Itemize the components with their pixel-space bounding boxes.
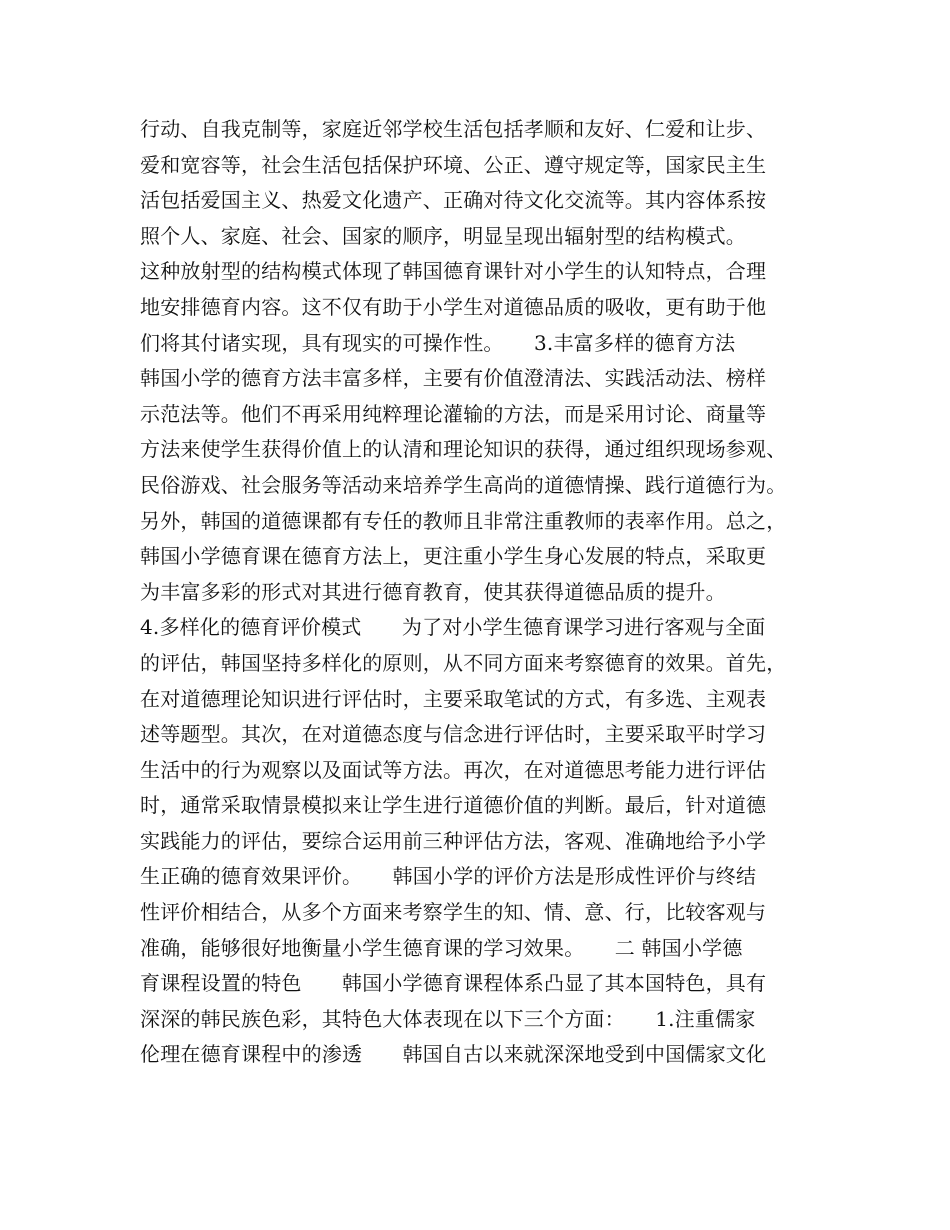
text-line: 准确，能够很好地衡量小学生德育课的学习效果。 二 韩国小学德	[140, 935, 743, 960]
text-line: 生正确的德育效果评价。 韩国小学的评价方法是形成性评价与终结	[140, 864, 757, 889]
text-line: 民俗游戏、社会服务等活动来培养学生高尚的道德情操、践行道德行为。	[140, 472, 787, 497]
text-line: 为丰富多彩的形式对其进行德育教育，使其获得道德品质的提升。	[140, 579, 726, 604]
text-line: 示范法等。他们不再采用纯粹理论灌输的方法，而是采用讨论、商量等	[140, 401, 767, 426]
text-line: 育课程设置的特色 韩国小学德育课程体系凸显了其本国特色，具有	[140, 971, 767, 996]
text-line: 活包括爱国主义、热爱文化遗产、正确对待文化交流等。其内容体系按	[140, 188, 767, 213]
text-line: 韩国小学的德育方法丰富多样，主要有价值澄清法、实践活动法、榜样	[140, 366, 767, 391]
text-line: 照个人、家庭、社会、国家的顺序，明显呈现出辐射型的结构模式。	[140, 223, 746, 248]
text-line: 韩国小学德育课在德育方法上，更注重小学生身心发展的特点，采取更	[140, 544, 767, 569]
text-line: 伦理在德育课程中的渗透 韩国自古以来就深深地受到中国儒家文化	[140, 1042, 767, 1067]
text-line: 这种放射型的结构模式体现了韩国德育课针对小学生的认知特点，合理	[140, 259, 767, 284]
text-line: 的评估，韩国坚持多样化的原则，从不同方面来考察德育的效果。首先，	[140, 650, 787, 675]
text-line: 深深的韩民族色彩，其特色大体表现在以下三个方面： 1.注重儒家	[140, 1006, 756, 1031]
text-line: 性评价相结合，从多个方面来考察学生的知、情、意、行，比较客观与	[140, 900, 767, 925]
body-text	[140, 112, 830, 1073]
text-line: 爱和宽容等，社会生活包括保护环境、公正、遵守规定等，国家民主生	[140, 152, 767, 177]
text-line: 们将其付诸实现，具有现实的可操作性。 3.丰富多样的德育方法	[140, 330, 736, 355]
text-line: 时，通常采取情景模拟来让学生进行道德价值的判断。最后，针对道德	[140, 793, 767, 818]
text-line: 地安排德育内容。这不仅有助于小学生对道德品质的吸收，更有助于他	[140, 294, 767, 319]
text-line: 实践能力的评估，要综合运用前三种评估方法，客观、准确地给予小学	[140, 828, 767, 853]
text-line: 另外，韩国的道德课都有专任的教师且非常注重教师的表率作用。总之，	[140, 508, 787, 533]
text-line: 方法来使学生获得价值上的认清和理论知识的获得，通过组织现场参观、	[140, 437, 787, 462]
text-line: 在对道德理论知识进行评估时，主要采取笔试的方式，有多选、主观表	[140, 686, 767, 711]
text-line: 行动、自我克制等，家庭近邻学校生活包括孝顺和友好、仁爱和让步、	[140, 117, 767, 141]
text-line: 生活中的行为观察以及面试等方法。再次，在对道德思考能力进行评估	[140, 757, 767, 782]
text-line: 4.多样化的德育评价模式 为了对小学生德育课学习进行客观与全面	[140, 615, 766, 640]
text-line: 述等题型。其次，在对道德态度与信念进行评估时，主要采取平时学习	[140, 722, 767, 747]
